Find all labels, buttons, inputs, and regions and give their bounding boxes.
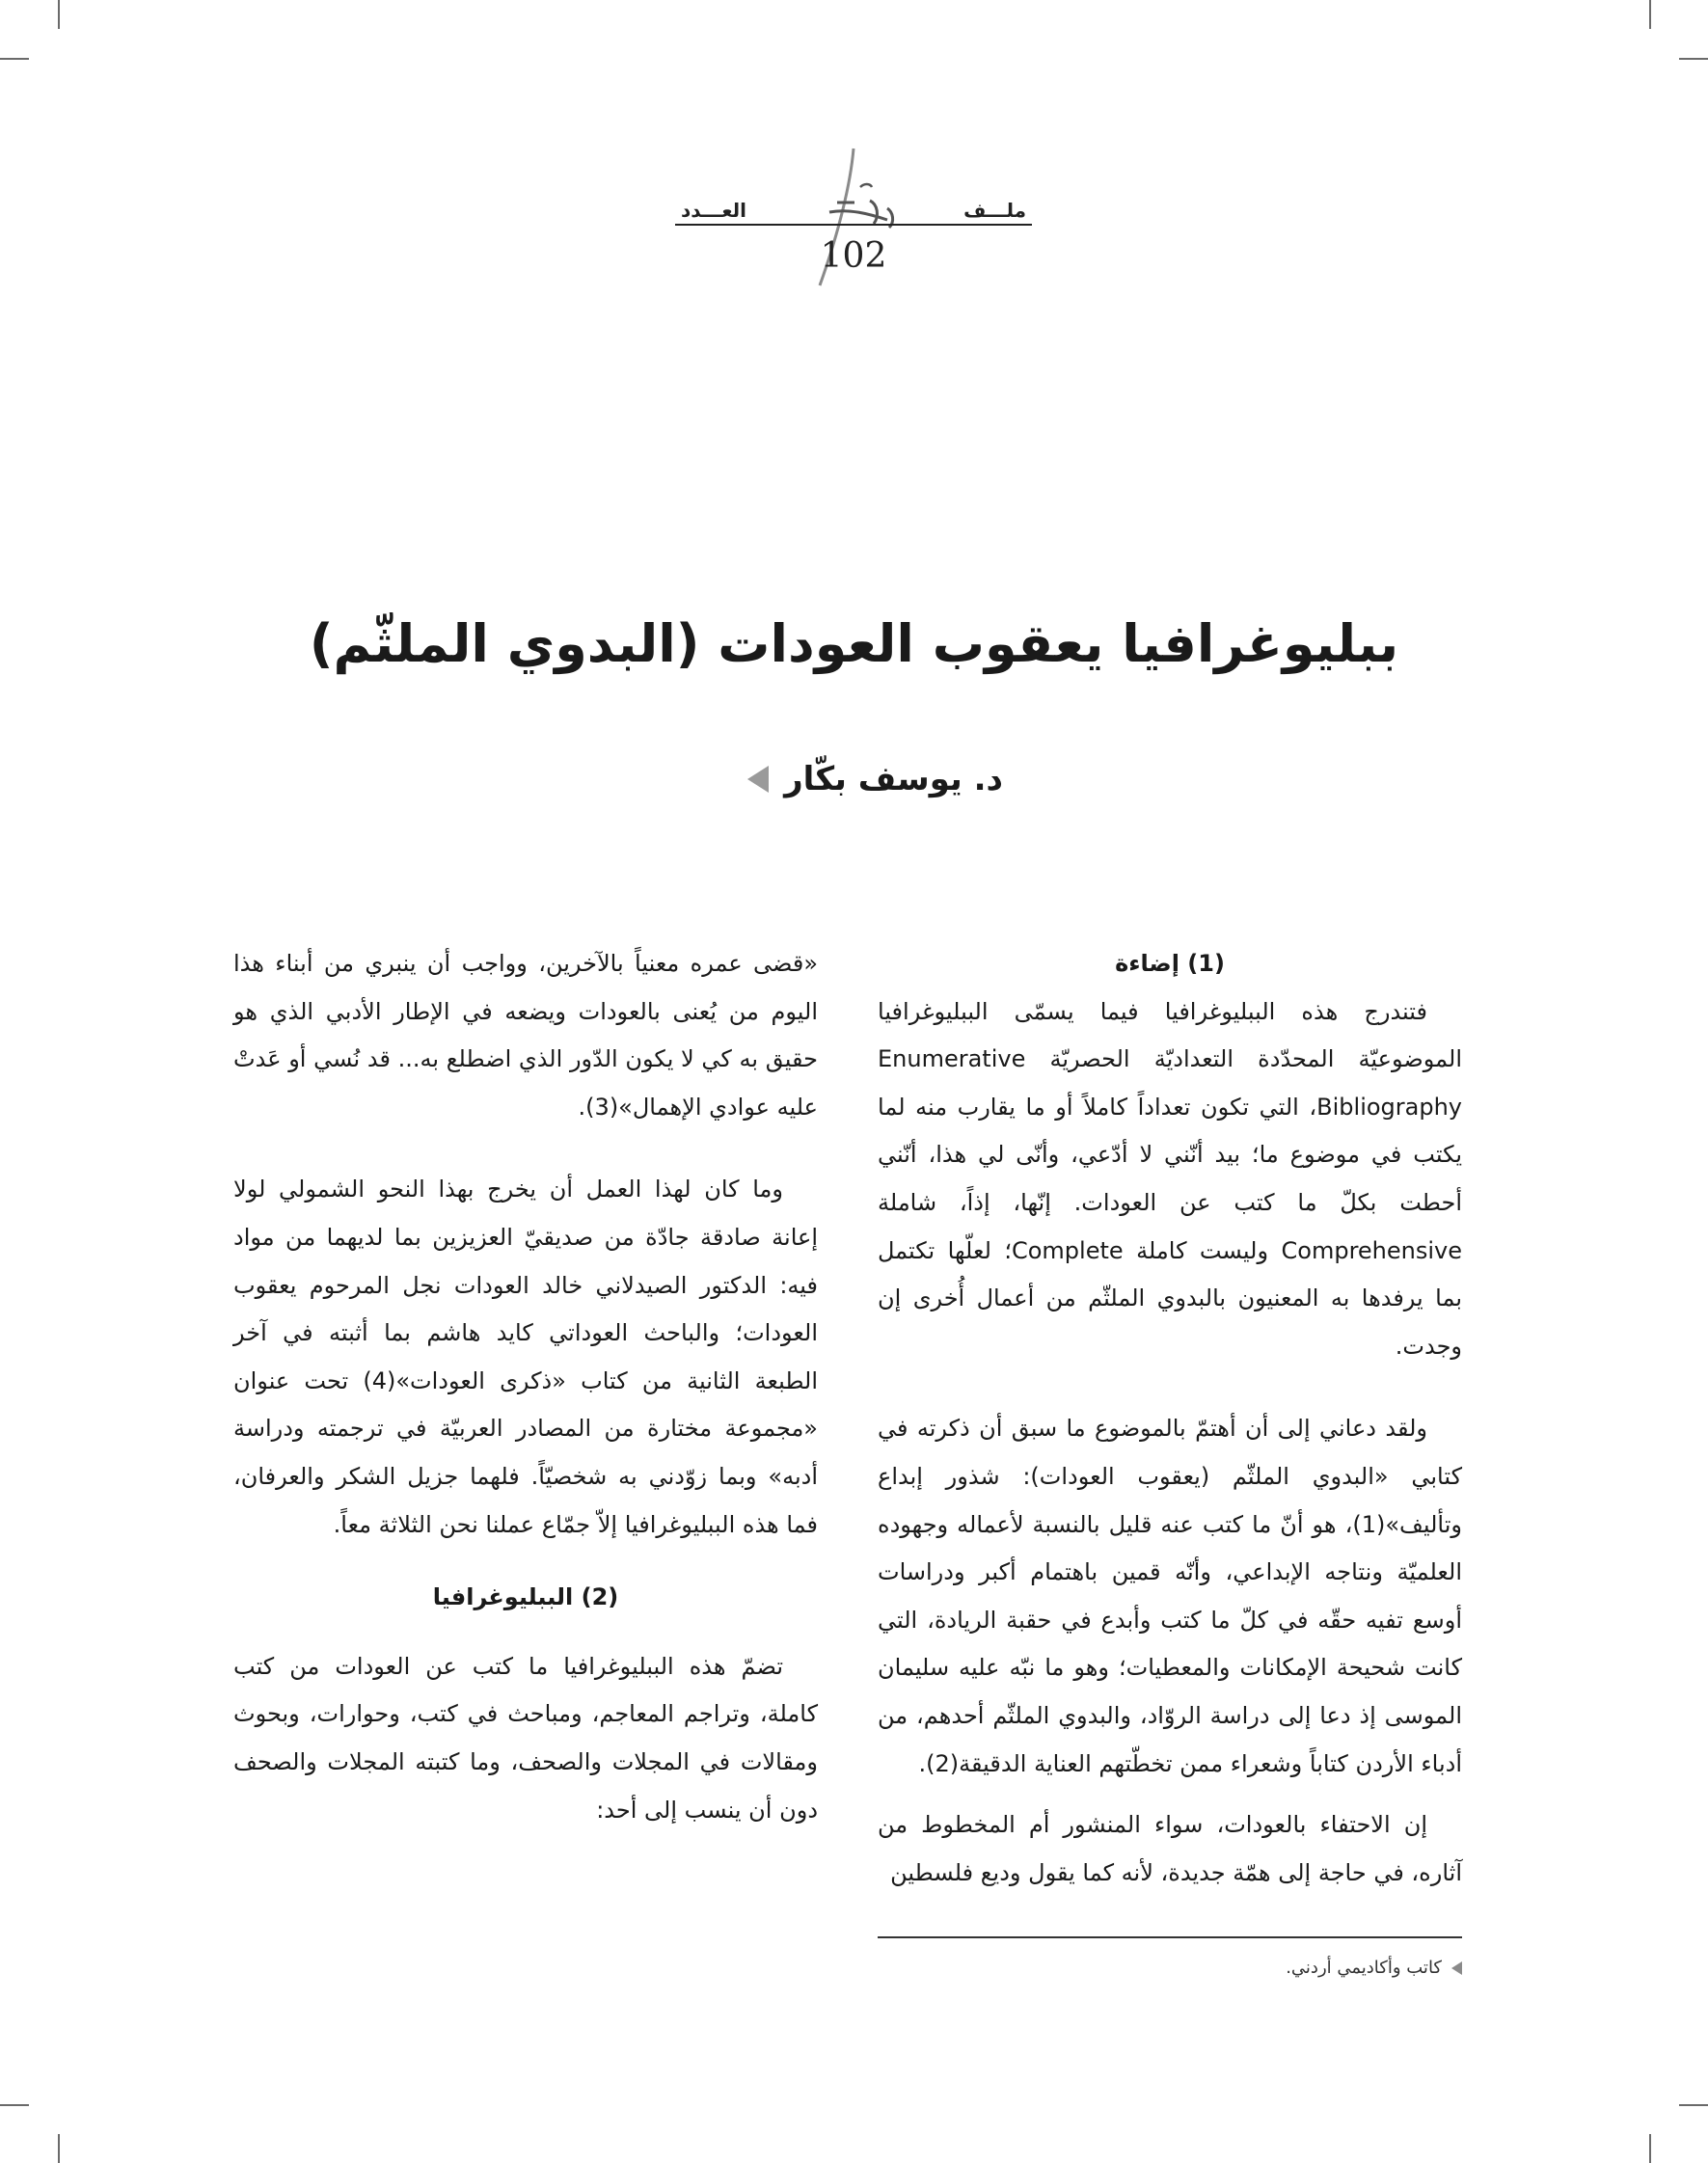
header-issue-label: العـــدد (681, 199, 746, 222)
crop-mark (1649, 2134, 1651, 2163)
footnote-text: كاتب وأكاديمي أردني. (1286, 1958, 1442, 1978)
crop-mark (58, 2134, 60, 2163)
paragraph: وما كان لهذا العمل أن يخرج بهذا النحو الشمولي لولا إعانة صادقة جادّة من صديقيّ العزيزين بما لديهما من مواد فيه: الدكتور الصيدلاني خالد العودات نجل المرحوم يعقوب العودات؛ والباحث العوداتي كايد هاشم بما أثبته في آخر الطبعة الثانية من كتاب «ذكرى العودات»(4) تحت عنوان «مجموعة مختارة من المصادر العربيّة في ترجمته ودراسة أدبه» وبما زوّدني به شخصيّاً. فلهما جزيل الشكر والعرفان، فما هذه الببليوغرافيا إلاّ جمّاع عملنا نحن الثلاثة معاً. (233, 1176, 818, 1538)
header-rule (675, 224, 1032, 226)
paragraph: ولقد دعاني إلى أن أهتمّ بالموضوع ما سبق أن ذكرته في كتابي «البدوي الملثّم (يعقوب العودات): شذور إبداع وتأليف»(1)، هو أنّ ما كتب عنه قليل بالنسبة لأعماله وجهوده العلميّة ونتاجه الإبداعي، وأنّه قمين باهتمام أكبر ودراسات أوسع تفيه حقّه في كلّ ما كتب وأبدع في حقبة الريادة، التي كانت شحيحة الإمكانات والمعطيات؛ وهو ما نبّه عليه سليمان الموسى إذ دعا إلى دراسة الروّاد، والبدوي الملثّم أحدهم، من أدباء الأردن كتاباً وشعراء ممن تخطّتهم العناية الدقيقة(2). (878, 1415, 1462, 1777)
paragraph: إن الاحتفاء بالعودات، سواء المنشور أم المخطوط من آثاره، في حاجة إلى همّة جديدة، لأنه كما يقول وديع فلسطين (878, 1811, 1462, 1886)
left-column (233, 940, 818, 1834)
page-number: 102 (820, 236, 887, 276)
crop-mark (0, 2104, 29, 2106)
author-footnote (1157, 1958, 1462, 1978)
header-section-label: ملـــف (963, 199, 1026, 222)
triangle-marker-icon (1451, 1961, 1462, 1975)
section-heading-bibliography: (2) الببليوغرافيا (432, 1583, 619, 1611)
crop-mark (58, 0, 60, 29)
author-byline (579, 750, 1003, 808)
paragraph: فتندرج هذه الببليوغرافيا فيما يسمّى الببليوغرافيا الموضوعيّة المحدّدة التعداديّة الحصريّة Enumerative Bibliography، التي تكون تعداداً كاملاً أو ما يقارب منه لما يكتب في موضوع ما؛ بيد أنّني لا أدّعي، وأنّى لي هذا، أنّني أحطت بكلّ ما كتب عن العودات. إنّها، إذاً، شاملة Comprehensive وليست كاملة Complete؛ لعلّها تكتمل بما يرفدها به المعنيون بالبدوي الملثّم من أعمال أُخرى إن وجدت. (878, 997, 1463, 1360)
crop-mark (1679, 2104, 1708, 2106)
running-header (675, 145, 1032, 299)
author-name: د. يوسف بكّار (784, 760, 1003, 798)
crop-mark (1649, 0, 1651, 29)
article-title: ببليوغرافيا يعقوب العودات (البدوي الملثّم) (309, 613, 1399, 674)
crop-mark (1679, 58, 1708, 60)
section-heading-illumination: (1) إضاءة (1115, 950, 1225, 977)
paragraph: «قضى عمره معنياً بالآخرين، وواجب أن ينبري من أبناء هذا اليوم من يُعنى بالعودات ويضعه في الإطار الأدبي الذي هو حقيق به كي لا يكون الدّور الذي اضطلع به... قد نُسي أو عَدتْ عليه عوادي الإهمال»(3). (233, 950, 818, 1121)
footnote-rule (878, 1936, 1462, 1938)
crop-mark (0, 58, 29, 60)
right-column (878, 940, 1462, 1897)
paragraph: تضمّ هذه الببليوغرافيا ما كتب عن العودات من كتب كاملة، وتراجم المعاجم، ومباحث في كتب، وحوارات، وبحوث ومقالات في المجلات والصحف، وما كتبته المجلات والصحف دون أن ينسب إلى أحد: (233, 1652, 818, 1824)
triangle-marker-icon (747, 766, 769, 793)
